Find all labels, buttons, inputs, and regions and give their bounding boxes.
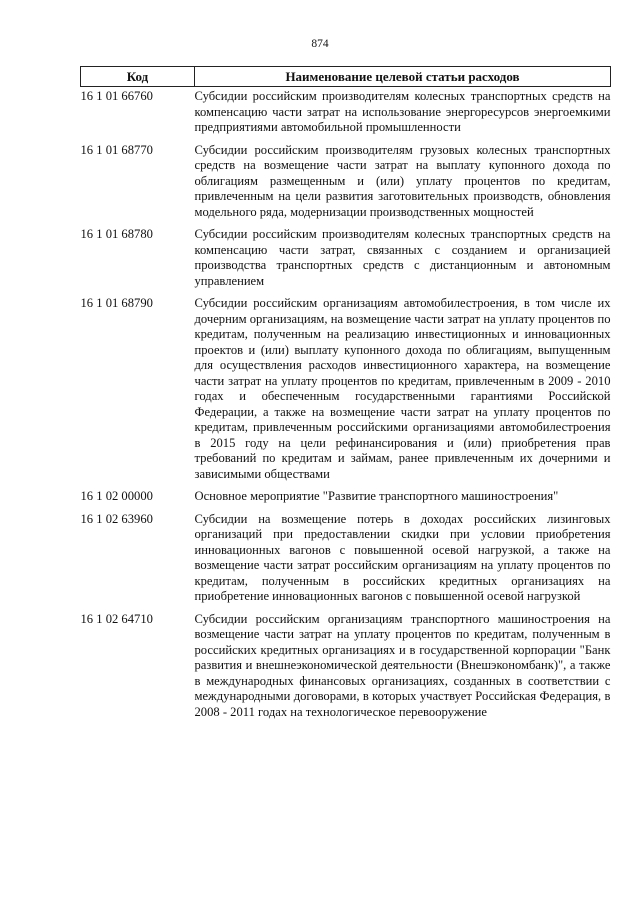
- row-code: 16 1 01 68770: [80, 142, 153, 157]
- row-name: Субсидии на возмещение потерь в доходах российских лизинговых организаций при предоставлении скидки при условии приобретения инновационных вагонов с повышенной осевой нагрузкой, а также на возмещение части затрат российским организациям на уплату процентов по кредитам, полученным в российских кредитных организациях на приобретение инновационных вагонов с повышенной осевой нагрузкой: [194, 511, 611, 603]
- header-name: Наименование целевой статьи расходов: [195, 67, 611, 87]
- page-number: 874: [311, 38, 329, 50]
- row-code: 16 1 01 68790: [80, 296, 153, 310]
- row-name: Субсидии российским производителям грузовых колесных транспортных средств на возмещение части затрат на выплату купонного дохода по облигациям размещенным и (или) уплату процентов по кредитам, привлеченным на цели развития заготовительных производств, обновления модельного ряда, модернизации производственных мощностей: [194, 142, 611, 219]
- row-code: 16 1 01 68780: [80, 227, 153, 241]
- row-code: 16 1 01 66760: [80, 89, 153, 103]
- row-code: 16 1 02 63960: [80, 511, 153, 526]
- target-articles-table: [80, 66, 611, 727]
- table-row: [81, 612, 611, 728]
- table-header-row: [81, 67, 611, 87]
- row-name: Субсидии российским организациям автомобилестроения, в том числе их дочерним организациям, на возмещение части затрат на уплату процентов по кредитам, полученным на реализацию инвестиционных и инновационных проектов и (или) выплату купонного дохода по облигациям, выпущенным для осуществления расходов инвестиционного характера, на возмещение части затрат на уплату процентов по кредитам, привлеченным в 2009 - 2010 годах и обеспеченным государственными гарантиями Российской Федерации, а также на возмещение части затрат на уплату процентов по кредитам, привлеченным российскими организациями автомобилестроения в 2015 году на цели рефинансирования и (или) приобретения прав требований по кредитам и займам, ранее привлеченным их дочерними и зависимыми обществами: [194, 296, 611, 481]
- header-code: Код: [81, 67, 195, 87]
- row-name: Основное мероприятие "Развитие транспортного машиностроения": [194, 489, 559, 503]
- row-name: Субсидии российским производителям колесных транспортных средств на компенсацию части затрат, связанных с созданием и организацией производства транспортных средств с дистанционным и автономным управлением: [194, 227, 611, 288]
- row-name: Субсидии российским организациям транспортного машиностроения на возмещение части затрат на уплату процентов по кредитам, полученным в российских кредитных организациях и в государственной корпорации "Банк развития и внешнеэкономической деятельности (Внешэкономбанк)", а также в международных финансовых организациях, созданных в соответствии с международными договорами, в которых участвует Российская Федерация, в 2008 - 2011 годах на технологическое перевооружение: [194, 611, 611, 719]
- row-code: 16 1 02 64710: [80, 611, 153, 626]
- table-row: [81, 87, 611, 143]
- table-row: [81, 489, 611, 512]
- table-row: [81, 227, 611, 296]
- table-row: [81, 296, 611, 489]
- row-name: Субсидии российским производителям колесных транспортных средств на компенсацию части затрат на использование энергоресурсов энергоемкими предприятиями автомобильной промышленности: [194, 89, 611, 134]
- row-code: 16 1 02 00000: [80, 489, 153, 503]
- table-row: [81, 512, 611, 612]
- table-row: [81, 143, 611, 228]
